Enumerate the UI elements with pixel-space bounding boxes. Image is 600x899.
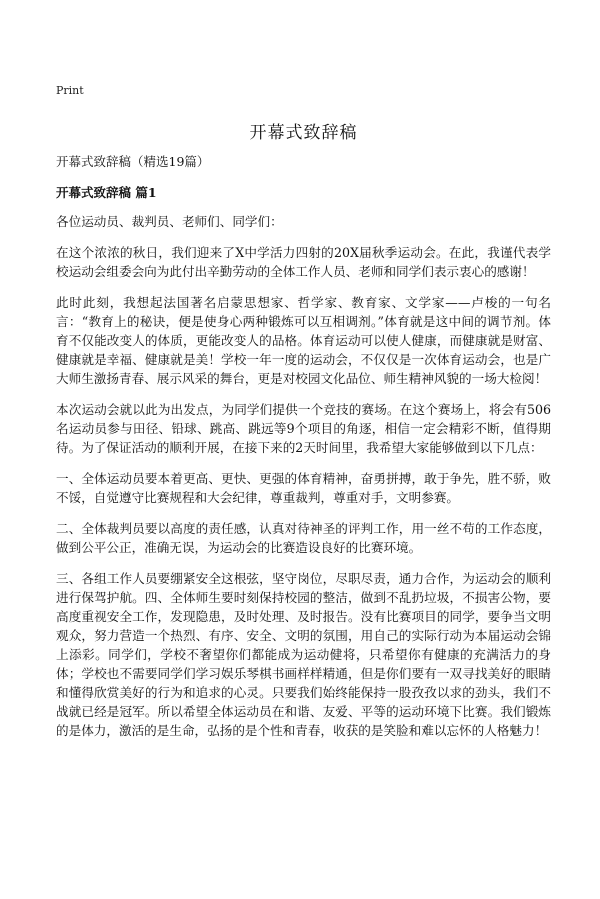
body-paragraph: 二、全体裁判员要以高度的责任感，认真对待神圣的评判工作，用一丝不苟的工作态度，做到公平公正，准确无误，为运动会的比赛造设良好的比赛环境。 (56, 521, 551, 555)
greeting-paragraph: 各位运动员、裁判员、老师们、同学们： (56, 214, 283, 229)
page-title: 开幕式致辞稿 (249, 123, 358, 143)
body-paragraph: 一、全体运动员要本着更高、更快、更强的体育精神，奋勇拼搏，敢于争先，胜不骄，败不馁，自觉遵守比赛规程和大会纪律，尊重裁判，尊重对手，文明参赛。 (56, 471, 551, 505)
print-link[interactable]: Print (56, 84, 84, 97)
body-paragraph: 在这个浓浓的秋日，我们迎来了X中学活力四射的20X届秋季运动会。在此，我谨代表学校运动会组委会向为此付出辛勤劳动的全体工作人员、老师和同学们表示衷心的感谢！ (56, 245, 551, 279)
section-heading: 开幕式致辞稿 篇1 (56, 185, 157, 200)
body-paragraph: 本次运动会就以此为出发点，为同学们提供一个竞技的赛场。在这个赛场上，将会有506名运动员参与田径、铅球、跳高、跳远等9个项目的角逐，相信一定会精彩不断，值得期待。为了保证活动的顺利开展，在接下来的2天时间里，我希望大家能够做到以下几点： (56, 402, 551, 455)
body-paragraph: 此时此刻，我想起法国著名启蒙思想家、哲学家、教育家、文学家——卢梭的一句名言：“教育上的秘诀，便是使身心两种锻炼可以互相调剂。”体育就是这中间的调节剂。体育不仅能改变人的体质，更能改变人的品格。体育运动可以使人健康，而健康就是财富、健康就是幸福、健康就是美！学校一年一度的运动会，不仅仅是一次体育运动会，也是广大师生激扬青春、展示风采的舞台，更是对校园文化品位、师生精神风貌的一场大检阅！ (56, 295, 551, 386)
article-body (56, 212, 551, 752)
document-subtitle: 开幕式致辞稿（精选19篇） (56, 154, 210, 169)
body-paragraph: 三、各组工作人员要绷紧安全这根弦，坚守岗位，尽职尽责，通力合作，为运动会的顺利进行保驾护航。四、全体师生要时刻保持校园的整洁，做到不乱扔垃圾，不损害公物，要高度重视安全工作，发现隐患，及时处理、及时报告。没有比赛项目的同学，要争当文明观众，努力营造一个热烈、有序、安全、文明的氛围，用自己的实际行动为本届运动会锦上添彩。同学们，学校不奢望你们都能成为运动健将，只希望你有健康的充满活力的身体；学校也不需要同学们学习娱乐琴棋书画样样精通，但是你们要有一双寻找美好的眼睛和懂得欣赏美好的行为和追求的心灵。只要我们始终能保持一股孜孜以求的劲头，我们不战就已经是冠军。所以希望全体运动员在和谐、友爱、平等的运动环境下比赛。我们锻炼的是体力，激活的是生命，弘扬的是个性和青春，收获的是笑脸和难以忘怀的人格魅力！ (56, 571, 551, 738)
